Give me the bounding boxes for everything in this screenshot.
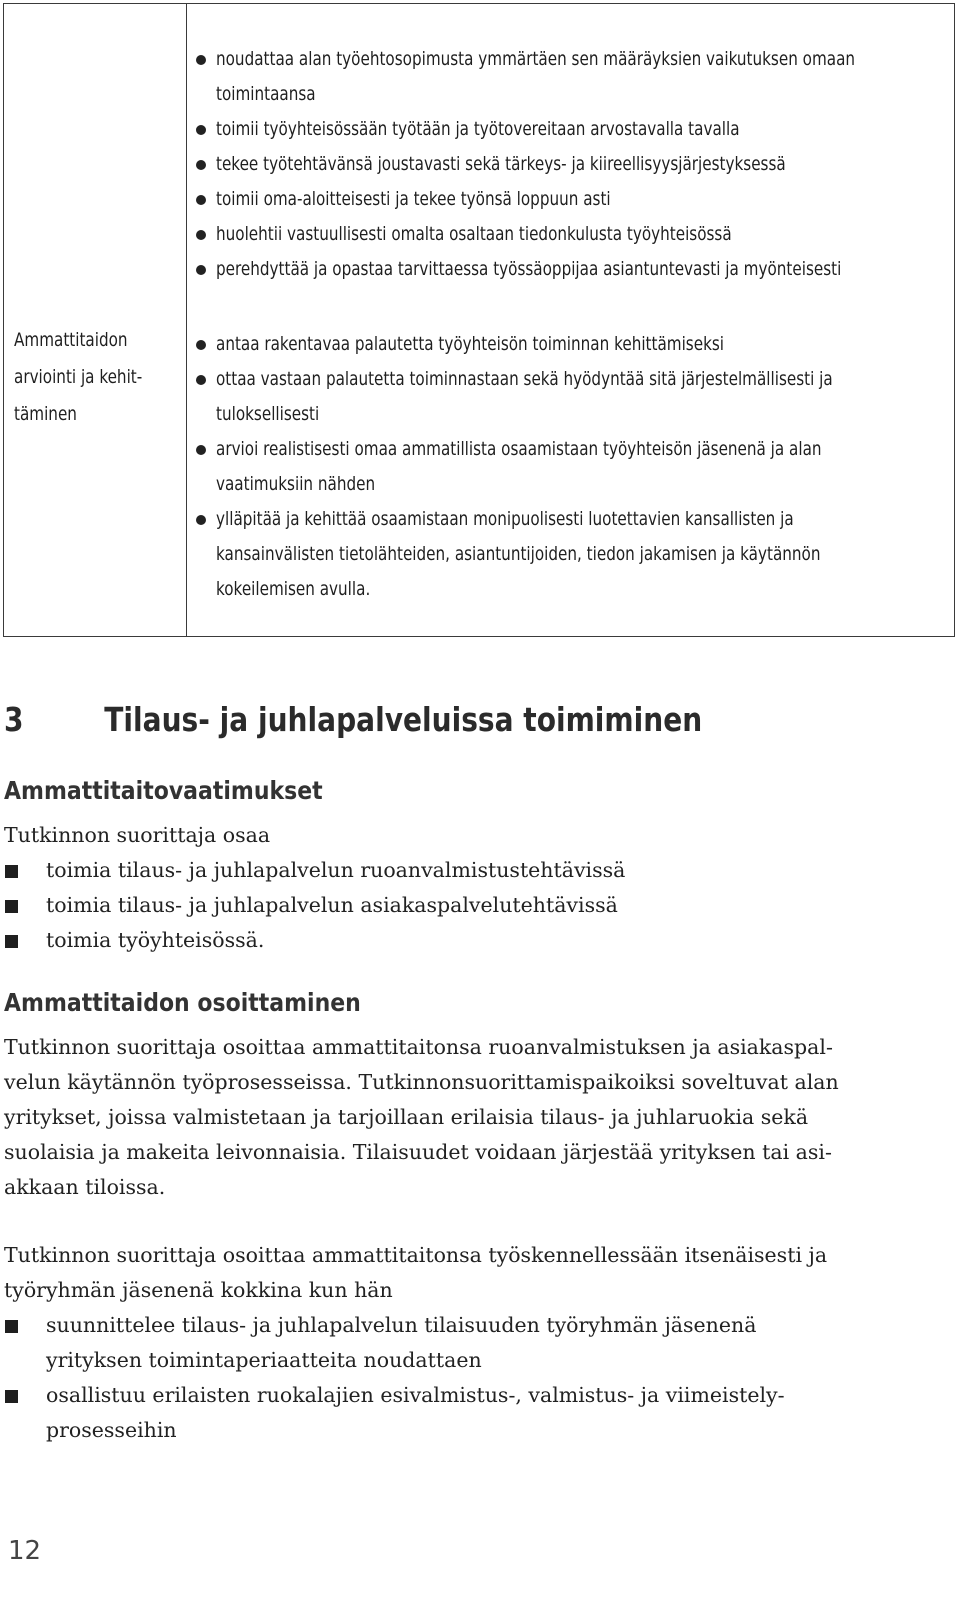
section-title bbox=[4, 700, 702, 739]
demonstration-heading: Ammattitaidon osoittaminen bbox=[4, 988, 361, 1017]
bullet-dot-icon bbox=[196, 195, 206, 205]
list-item: toimia tilaus- ja juhlapalvelun ruoanvalmistustehtävissä bbox=[4, 853, 625, 888]
list-item: suunnittelee tilaus- ja juhlapalvelun tilaisuuden työryhmän jäsenenä yrityksen toimintaperiaatteita noudattaen bbox=[4, 1308, 785, 1378]
skills-table bbox=[3, 3, 955, 637]
demonstration-paragraph-2: Tutkinnon suorittaja osoittaa ammattitaitonsa työskennellessään itsenäisesti ja työryhmän jäsenenä kokkina kun hän bbox=[4, 1243, 828, 1302]
list-item: noudattaa alan työehtosopimusta ymmärtäen sen määräyksien vaikutuksen omaan toimintaansa bbox=[194, 42, 960, 112]
row-label-line: arviointi ja kehit- bbox=[14, 366, 143, 388]
square-bullet-icon bbox=[5, 935, 18, 948]
column-divider bbox=[186, 4, 187, 636]
list-item: ylläpitää ja kehittää osaamistaan monipuolisesti luotettavien kansallisten ja kansainvälisten tietolähteiden, asiantuntijoiden, tiedon jakamisen ja käytännön kokeilemisen avulla. bbox=[194, 502, 960, 607]
demonstration-paragraph-1: Tutkinnon suorittaja osoittaa ammattitaitonsa ruoanvalmistuksen ja asiakaspal- velun käytännön työprosesseissa. Tutkinnonsuorittamispaikoiksi soveltuvat alan yritykset, joissa valmistetaan ja tarjoillaan erilaisia tilaus- ja juhlaruokia sekä suolaisia ja makeita leivonnaisia. Tilaisuudet voidaan järjestää yrityksen tai asi- akkaan tiloissa. bbox=[4, 1035, 839, 1199]
list-item: toimii työyhteisössään työtään ja työtovereitaan arvostavalla tavalla bbox=[194, 112, 960, 147]
row-label-line: täminen bbox=[14, 403, 77, 425]
bullet-dot-icon bbox=[196, 230, 206, 240]
bullet-dot-icon bbox=[196, 160, 206, 170]
bullet-dot-icon bbox=[196, 125, 206, 135]
square-bullet-icon bbox=[5, 1320, 18, 1333]
square-bullet-icon bbox=[5, 900, 18, 913]
square-bullet-icon bbox=[5, 1390, 18, 1403]
list-item: toimia tilaus- ja juhlapalvelun asiakaspalvelutehtävissä bbox=[4, 888, 625, 923]
requirements-list bbox=[4, 853, 625, 958]
bottom-bullet-list bbox=[194, 327, 960, 607]
row-label bbox=[14, 322, 146, 433]
bullet-dot-icon bbox=[196, 515, 206, 525]
requirements-heading: Ammattitaitovaatimukset bbox=[4, 776, 323, 805]
list-item: ottaa vastaan palautetta toiminnastaan sekä hyödyntää sitä järjestelmällisesti ja tuloksellisesti bbox=[194, 362, 960, 432]
list-item: arvioi realistisesti omaa ammatillista osaamistaan työyhteisön jäsenenä ja alan vaatimuksiin nähden bbox=[194, 432, 960, 502]
bullet-dot-icon bbox=[196, 265, 206, 275]
list-item: osallistuu erilaisten ruokalajien esivalmistus-, valmistus- ja viimeistely- prosesseihin bbox=[4, 1378, 785, 1448]
list-item: perehdyttää ja opastaa tarvittaessa työssäoppijaa asiantuntevasti ja myönteisesti bbox=[194, 252, 960, 287]
list-item: toimia työyhteisössä. bbox=[4, 923, 625, 958]
top-bullet-list bbox=[194, 42, 960, 287]
section-title-text: Tilaus- ja juhlapalveluissa toimiminen bbox=[104, 700, 703, 739]
list-item: huolehtii vastuullisesti omalta osaltaan tiedonkulusta työyhteisössä bbox=[194, 217, 960, 252]
bullet-dot-icon bbox=[196, 375, 206, 385]
list-item: toimii oma-aloitteisesti ja tekee työnsä loppuun asti bbox=[194, 182, 960, 217]
row-label-line: Ammattitaidon bbox=[14, 329, 128, 351]
bullet-dot-icon bbox=[196, 340, 206, 350]
section-number: 3 bbox=[4, 700, 24, 739]
list-item: antaa rakentavaa palautetta työyhteisön toiminnan kehittämiseksi bbox=[194, 327, 960, 362]
requirements-intro: Tutkinnon suorittaja osaa bbox=[4, 823, 271, 847]
demonstration-list bbox=[4, 1308, 785, 1448]
bullet-dot-icon bbox=[196, 55, 206, 65]
bullet-dot-icon bbox=[196, 445, 206, 455]
list-item: tekee työtehtävänsä joustavasti sekä tärkeys- ja kiireellisyysjärjestyksessä bbox=[194, 147, 960, 182]
page-number: 12 bbox=[8, 1536, 42, 1566]
square-bullet-icon bbox=[5, 865, 18, 878]
